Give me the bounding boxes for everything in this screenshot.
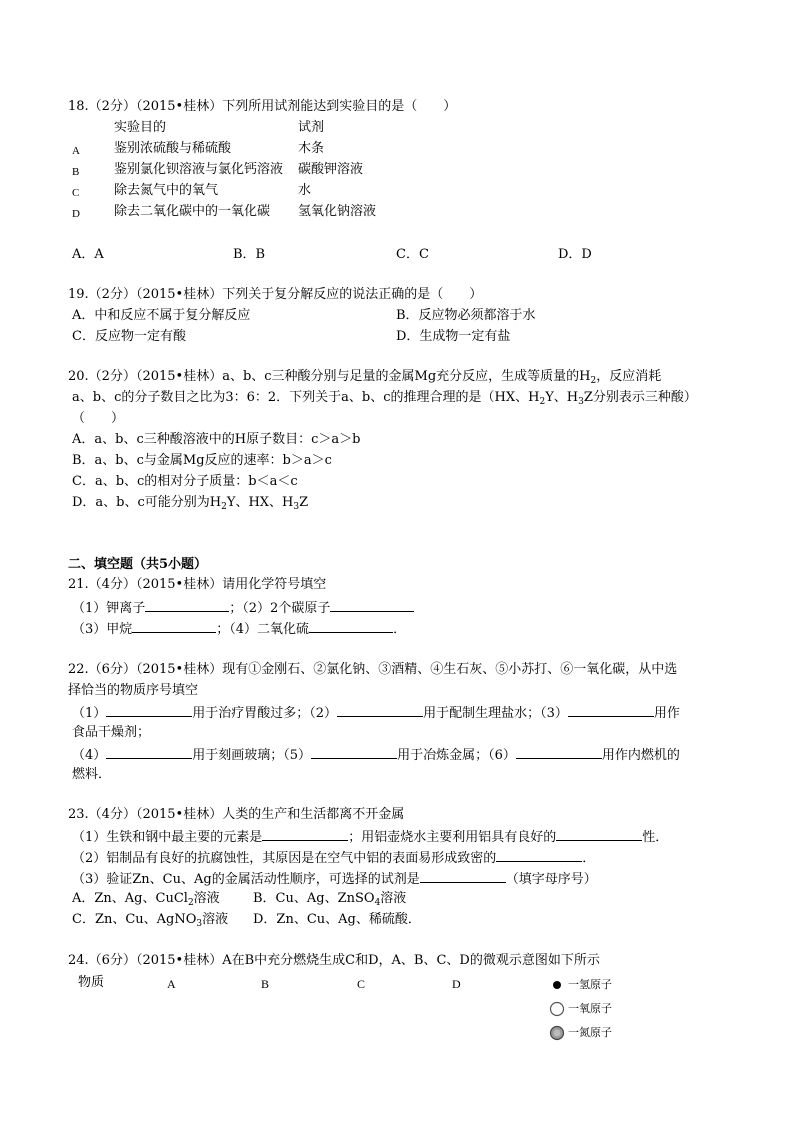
q18-row-reagent: 氢氧化钠溶液 (298, 204, 377, 219)
q24-column-c: C (357, 977, 366, 991)
q19-option-b: B．反应物必须都溶于水 (396, 308, 536, 323)
q18-header-purpose: 实验目的 (114, 120, 167, 135)
q18-stem: 18.（2分）（2015•桂林）下列所用试剂能达到实验目的是（ ） (68, 99, 457, 114)
q23-option-b: B．Cu、Ag、ZnSO$_4$溶液 (253, 891, 407, 908)
hydrogen-atom-icon (553, 981, 561, 989)
q18-row-purpose: 鉴别氯化钡溶液与氯化钙溶液 (114, 162, 284, 177)
answer-blank (330, 598, 414, 612)
q20-option-c: C．a、b、c的相对分子质量：b＜a＜c (72, 474, 298, 489)
q23-option-d: D．Zn、Cu、Ag、稀硫酸． (253, 912, 421, 927)
legend-oxygen: 一氧原子 (568, 1002, 612, 1015)
q18-row-letter: B (72, 166, 80, 178)
q18-row-letter: D (72, 208, 80, 220)
q23-option-c: C．Zn、Cu、AgNO$_3$溶液 (72, 912, 229, 929)
q23-line3: （3）验证Zn、Cu、Ag的金属活动性顺序，可选择的试剂是 （填字母序号） (72, 869, 597, 889)
q18-row-reagent: 水 (298, 183, 312, 198)
q18-row-purpose: 除去二氧化碳中的一氧化碳 (114, 204, 271, 219)
q22-stem-line2: 择恰当的物质序号填空 (68, 683, 199, 698)
answer-blank (106, 703, 192, 717)
q22-line4: 燃料． (72, 767, 112, 782)
q18-row-purpose: 除去氮气中的氧气 (114, 183, 219, 198)
legend-hydrogen: 一氢原子 (568, 978, 612, 991)
q20-option-d: D．a、b、c可能分别为$H_2Y$、HX、$H_3Z$ (72, 495, 309, 512)
q18-row-letter: A (72, 145, 80, 157)
q21-line1: （1）钾离子 ；（2）2个碳原子 (72, 598, 414, 618)
q23-line1: （1）生铁和钢中最主要的元素是 ；用铝壶烧水主要利用铝具有良好的 性． (72, 827, 668, 847)
q18-header-reagent: 试剂 (298, 120, 325, 135)
answer-blank (568, 703, 654, 717)
answer-blank (132, 619, 216, 633)
legend-nitrogen: 一氮原子 (568, 1026, 612, 1039)
oxygen-atom-icon (551, 1003, 564, 1016)
q22-stem-line1: 22.（6分）（2015•桂林）现有①金刚石、②氯化钠、③酒精、④生石灰、⑤小苏打、⑥一氧化碳，从中选 (68, 662, 678, 677)
q22-line3: （4） 用于刻画玻璃；（5） 用于冶炼金属；（6） 用作内燃机的 (72, 745, 680, 765)
q18-row-purpose: 鉴别浓硫酸与稀硫酸 (114, 141, 232, 156)
q20-stem-line3: （ ） (72, 411, 125, 426)
answer-blank (496, 848, 582, 862)
q19-option-c: C．反应物一定有酸 (72, 329, 186, 344)
answer-blank (106, 745, 192, 759)
answer-blank (337, 703, 423, 717)
q24-column-b: B (261, 977, 270, 991)
atom-legend-icons (546, 975, 570, 1045)
q24-column-d: D (452, 977, 461, 991)
answer-blank (516, 745, 602, 759)
q24-column-label: 物质 (78, 975, 105, 990)
q21-line2: （3）甲烷 ；（4）二氧化硫 ． (72, 619, 406, 639)
q20-stem-line1: 20.（2分）（2015•桂林）a、b、c三种酸分别与足量的金属Mg充分反应，生成等质量的$H_2$，反应消耗 (68, 369, 662, 386)
answer-blank (420, 869, 506, 883)
q21-stem: 21.（4分）（2015•桂林）请用化学符号填空 (68, 577, 327, 592)
q20-option-b: B．a、b、c与金属Mg反应的速率：b＞a＞c (72, 453, 332, 468)
q18-option-d: D．D (558, 247, 592, 262)
q18-row-reagent: 碳酸钾溶液 (298, 162, 364, 177)
q23-option-a: A．Zn、Ag、CuCl$_2$溶液 (72, 891, 220, 908)
q22-line1: （1） 用于治疗胃酸过多；（2） 用于配制生理盐水；（3） 用作 (72, 703, 680, 723)
q19-stem: 19.（2分）（2015•桂林）下列关于复分解反应的说法正确的是（ ） (68, 287, 483, 302)
answer-blank (262, 827, 348, 841)
q18-row-letter: C (72, 187, 80, 199)
answer-blank (145, 598, 229, 612)
q24-stem: 24.（6分）（2015•桂林）A在B中充分燃烧生成C和D，A、B、C、D的微观示意图如下所示 (68, 953, 600, 968)
q18-option-b: B．B (233, 247, 266, 262)
q19-option-a: A．中和反应不属于复分解反应 (72, 308, 251, 323)
answer-blank (556, 827, 642, 841)
q18-option-c: C．C (396, 247, 429, 262)
answer-blank (309, 619, 393, 633)
q23-stem: 23.（4分）（2015•桂林）人类的生产和生活都离不开金属 (68, 807, 405, 822)
answer-blank (311, 745, 397, 759)
q20-option-a: A．a、b、c三种酸溶液中的H原子数目：c＞a＞b (72, 432, 361, 447)
section-title: 二、填空题（共5小题） (68, 557, 208, 572)
q20-stem-line2: a、b、c的分子数目之比为3：6：2．下列关于a、b、c的推理合理的是（HX、$H_2Y$、$H_3Z$分别表示三种酸） (72, 390, 697, 407)
q22-line2: 食品干燥剂； (72, 725, 151, 740)
q23-line2: （2）铝制品有良好的抗腐蚀性，其原因是在空气中铝的表面易形成致密的 ． (72, 848, 595, 868)
q18-row-reagent: 木条 (298, 141, 325, 156)
q19-option-d: D．生成物一定有盐 (396, 329, 511, 344)
q24-column-a: A (167, 977, 176, 991)
q18-option-a: A．A (72, 247, 104, 262)
